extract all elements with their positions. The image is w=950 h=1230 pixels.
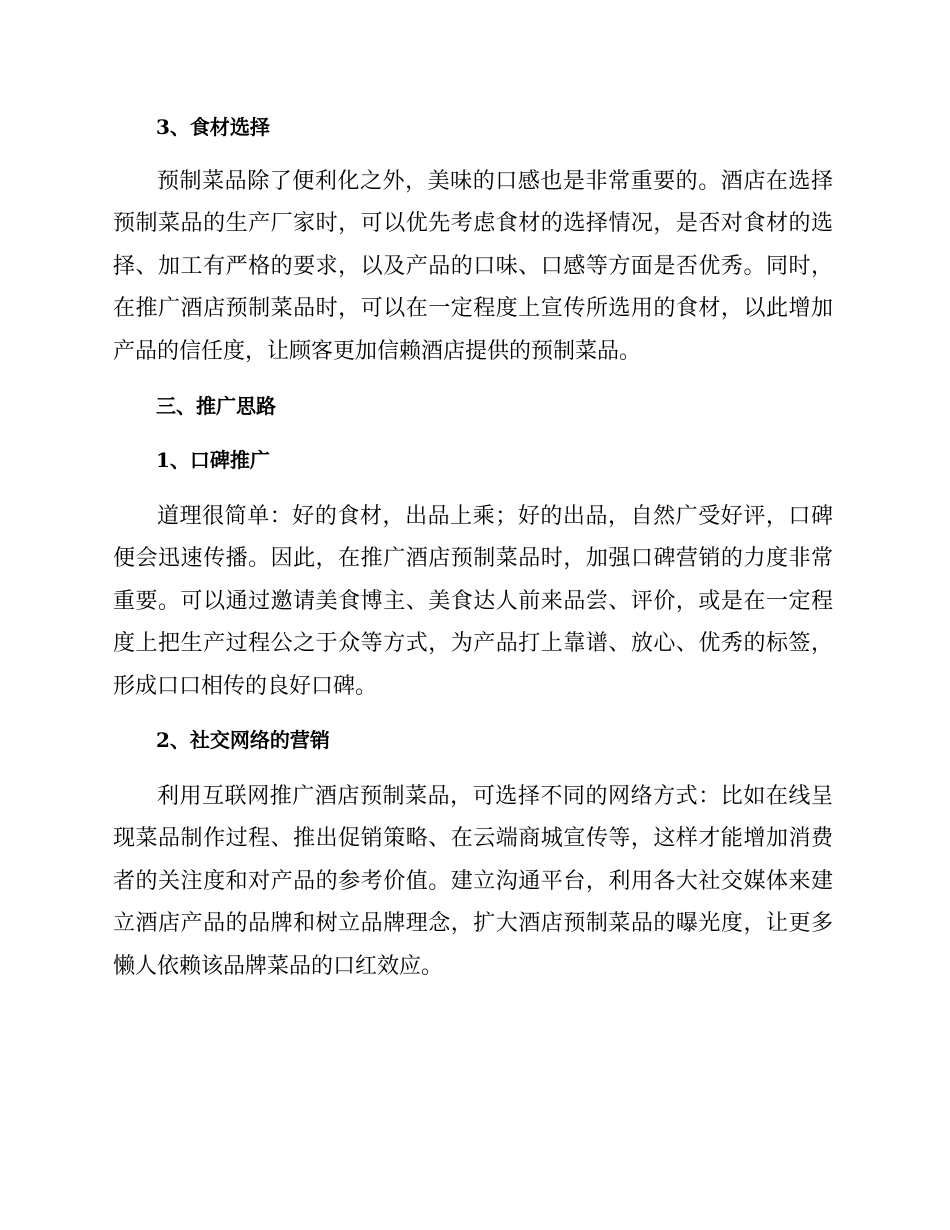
paragraph-social-marketing: 利用互联网推广酒店预制菜品，可选择不同的网络方式：比如在线呈现菜品制作过程、推出促销策略、在云端商城宣传等，这样才能增加消费者的关注度和对产品的参考价值。建立沟通平台，利用各大社交媒体来建立酒店产品的品牌和树立品牌理念，扩大酒店预制菜品的曝光度，让更多懒人依赖该品牌菜品的口红效应。: [113, 784, 833, 979]
paragraph-word-of-mouth: 道理很简单：好的食材，出品上乘；好的出品，自然广受好评，口碑便会迅速传播。因此，在推广酒店预制菜品时，加强口碑营销的力度非常重要。可以通过邀请美食博主、美食达人前来品尝、评价，或是在一定程度上把生产过程公之于众等方式，为产品打上靠谱、放心、优秀的标签，形成口口相传的良好口碑。: [113, 504, 833, 699]
paragraph-food-selection: 预制菜品除了便利化之外，美味的口感也是非常重要的。酒店在选择预制菜品的生产厂家时，可以优先考虑食材的选择情况，是否对食材的选择、加工有严格的要求，以及产品的口味、口感等方面是否优秀。同时，在推广酒店预制菜品时，可以在一定程度上宣传所选用的食材，以此增加产品的信任度，让顾客更加信赖酒店提供的预制菜品。: [113, 169, 833, 364]
section-heading-food-selection: 3、食材选择: [156, 115, 270, 139]
section-heading-word-of-mouth: 1、口碑推广: [156, 448, 270, 472]
section-heading-social-marketing: 2、社交网络的营销: [156, 728, 330, 752]
section-heading-promotion-ideas: 三、推广思路: [156, 394, 276, 418]
